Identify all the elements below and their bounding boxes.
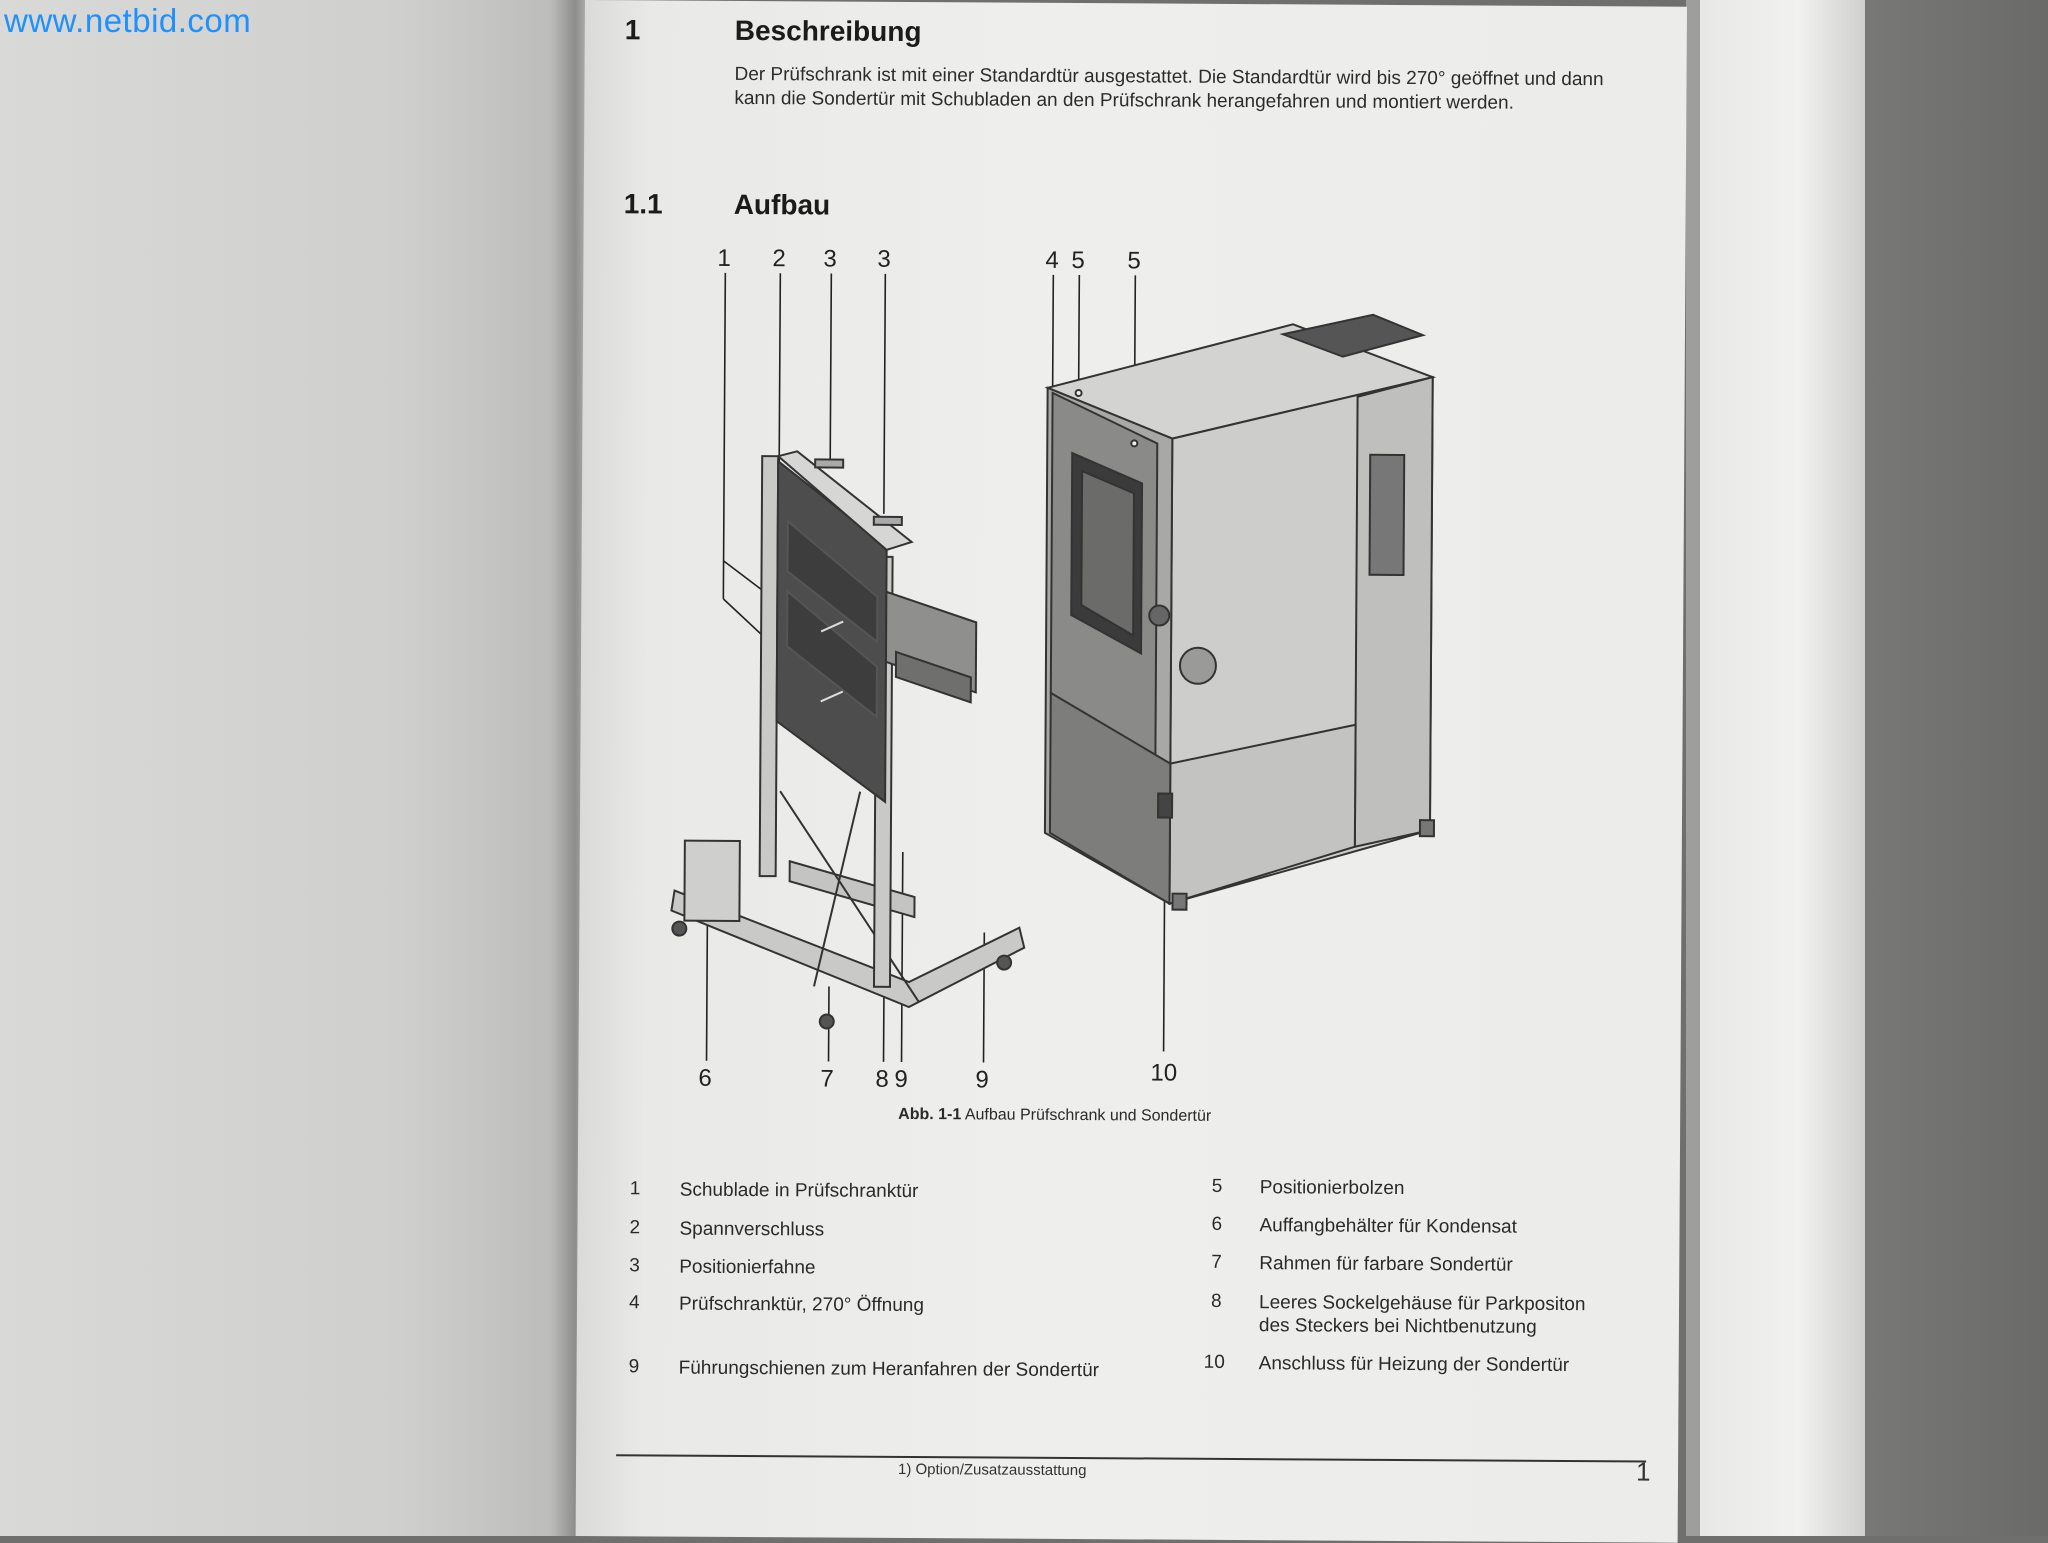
callout-bottom-10: 10 [1150,1059,1177,1087]
subsection-number: 1.1 [624,188,663,220]
callout-top-1: 1 [717,245,731,273]
caption-text: Aufbau Prüfschrank und Sondertür [965,1106,1211,1125]
footer-rule [616,1454,1646,1462]
callout-bottom-7: 7 [820,1065,834,1093]
callout-bottom-9a: 9 [894,1066,908,1094]
subsection-title: Aufbau [734,189,831,222]
legend-number: 3 [629,1255,640,1277]
legend-text: Spannverschluss [679,1218,1079,1243]
figure-caption [898,1106,1211,1126]
figure-drawing [578,0,1687,1107]
callout-top-3a: 3 [823,245,837,273]
legend-text: Positionierfahne [679,1256,1079,1281]
legend-text: Schublade in Prüfschranktür [680,1179,1080,1204]
footer-note: 1) Option/Zusatzausstattung [898,1461,1087,1479]
watermark: www.netbid.com [4,2,251,40]
document-page [576,0,1687,1543]
legend-text: Auffangbehälter für Kondensat [1259,1214,1659,1239]
section-title: Beschreibung [735,15,922,48]
section-paragraph: Der Prüfschrank ist mit einer Standardtür ausgestattet. Die Standardtür wird bis 270° geöffnet und dann kann die Sondertür mit Schubladen an den Prüfschrank herangefahren und montiert werden. [734,63,1614,116]
left-page-background [0,0,575,1536]
callout-bottom-9b: 9 [975,1066,989,1094]
legend-text: Positionierbolzen [1260,1176,1660,1201]
callout-bottom-8: 8 [875,1066,889,1094]
callout-bottom-6: 6 [698,1065,712,1093]
page-number: 1 [1636,1456,1651,1487]
legend-text: Prüfschranktür, 270° Öffnung [679,1293,1079,1318]
section-number: 1 [625,14,641,46]
legend-number: 10 [1204,1352,1225,1374]
callout-top-5a: 5 [1071,247,1085,275]
caption-label: Abb. 1-1 [898,1106,961,1123]
legend-number: 1 [630,1178,641,1200]
legend-text: Rahmen für farbare Sondertür [1259,1252,1659,1277]
callout-top-2: 2 [772,245,786,273]
callout-top-4: 4 [1045,247,1059,275]
legend-text: Führungschienen zum Heranfahren der Sondertür [679,1357,1179,1383]
pruefschrank-drawing [1044,313,1437,911]
legend-text: Anschluss für Heizung der Sondertür [1259,1352,1659,1377]
callout-top-3b: 3 [877,246,891,274]
legend-number: 5 [1212,1176,1223,1198]
legend-number: 2 [629,1217,640,1239]
legend-number: 7 [1211,1252,1222,1274]
legend-text: Leeres Sockelgehäuse für Parkpositon des Steckers bei Nichtbenutzung [1259,1291,1619,1339]
legend-number: 4 [629,1292,640,1314]
callout-top-5b: 5 [1127,247,1141,275]
legend-number: 9 [629,1356,640,1378]
page-edge-stack [1700,0,1865,1536]
legend-number: 8 [1211,1291,1222,1313]
page-edge-shadow [1686,0,1700,1536]
legend-number: 6 [1211,1214,1222,1236]
